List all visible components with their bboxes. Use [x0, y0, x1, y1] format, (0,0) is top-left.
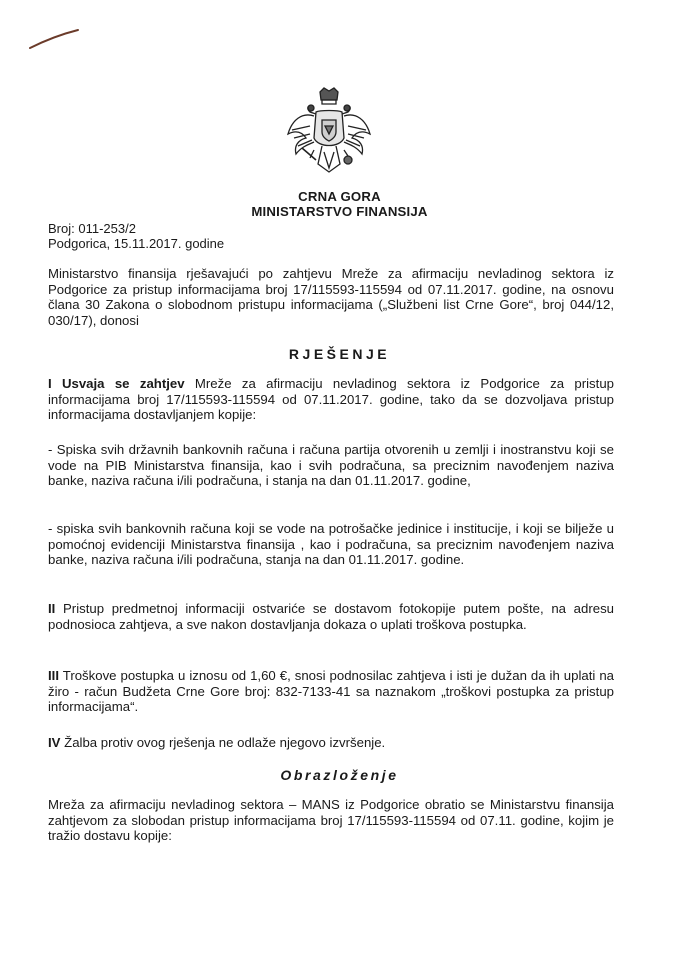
- section-2-text: Pristup predmetnoj informaciji ostvariće se dostavom fotokopije putem pošte, na adresu podnosioca zahtjeva, a sve nakon dostavljanja dokaza o uplati troškova postupka.: [48, 601, 614, 632]
- list-item-1: - Spiska svih državnih bankovnih računa i računa partija otvorenih u zemlji i inostranstvu koji se vode na PIB Ministarstva finansija, kao i svih podračuna, sa preciznim navođenjem naziva banke, naziva računa i/ili podračuna, i stanja na dan 01.11.2017. godine,: [48, 442, 614, 489]
- section-4-lead: IV: [48, 735, 61, 750]
- section-4-paragraph: [48, 735, 614, 751]
- place-and-date: Podgorica, 15.11.2017. godine: [48, 236, 225, 251]
- pen-stroke-icon: [28, 28, 82, 52]
- section-2-paragraph: [48, 601, 614, 632]
- section-4-text: Žalba protiv ovog rješenja ne odlaže njegovo izvršenje.: [60, 735, 386, 750]
- section-1-lead: I Usvaja se zahtjev: [48, 376, 185, 391]
- explanation-title: Obrazloženje: [280, 767, 399, 783]
- explanation-paragraph: Mreža za afirmaciju nevladinog sektora – MANS iz Podgorice obratio se Ministarstvu finansija zahtjevom za slobodan pristup informacijama broj 17/115593-115594 od 07.11. godine, kojim je tražio dostavu kopije:: [48, 797, 614, 844]
- section-1-paragraph: [48, 376, 614, 423]
- montenegro-coat-of-arms-icon: [282, 86, 376, 178]
- section-3-text: Troškove postupka u iznosu od 1,60 €, snosi podnosilac zahtjeva i isti je dužan da ih uplati na žiro - račun Budžeta Crne Gore broj: 832-7133-41 sa naznakom „troškovi postupka za pristup informacijama“.: [48, 668, 614, 715]
- decision-title: RJEŠENJE: [288, 346, 391, 362]
- reference-number: Broj: 011-253/2: [48, 221, 136, 236]
- section-3-lead: III: [48, 668, 59, 683]
- section-2-lead: II: [48, 601, 56, 616]
- list-item-2: - spiska svih bankovnih računa koji se vode na potrošačke jedinice i institucije, i koji se bilježe u pomoćnoj evidenciji Ministarstva finansija , kao i podračuna, sa preciznim navođenjem naziva banke, naziva računa i/ili podračuna, stanja na dan 01.11.2017. godine.: [48, 521, 614, 568]
- ministry-heading: MINISTARSTVO FINANSIJA: [251, 204, 428, 219]
- section-3-paragraph: [48, 668, 614, 715]
- country-heading: CRNA GORA: [298, 189, 381, 204]
- intro-paragraph: Ministarstvo finansija rješavajući po zahtjevu Mreže za afirmaciju nevladinog sektora iz Podgorice za pristup informacijama broj 17/115593-115594 od 07.11.2017. godine, na osnovu člana 30 Zakona o slobodnom pristupu informacijama („Službeni list Crne Gore“, broj 044/12, 030/17), donosi: [48, 266, 614, 328]
- section-1-text: Mreže za afirmaciju nevladinog sektora iz Podgorice za pristup informacijama broj 17/115593-115594 od 07.11.2017. godine, tako da se dozvoljava pristup informacijama dostavljanjem kopije:: [48, 376, 614, 423]
